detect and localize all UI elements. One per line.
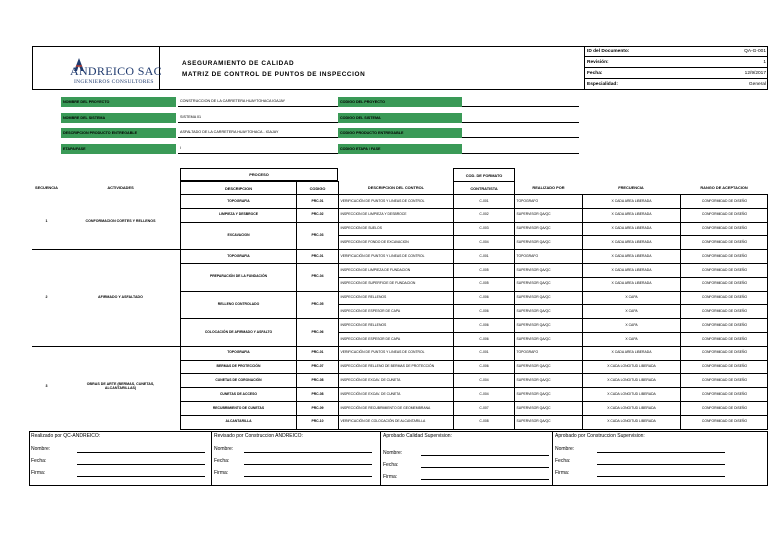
column-header-row — [32, 181, 768, 194]
meta-value-doc-id: QA-G-001 — [744, 49, 766, 54]
format-code: C-007 — [453, 401, 515, 415]
format-code: C-003 — [453, 222, 515, 236]
control-description: INSPECCION DE SUELOS — [338, 222, 453, 236]
signature-date-label: Fecha: — [31, 458, 47, 464]
control-description: INSPECCION DE ESPESOR DE CAPA — [338, 304, 453, 318]
signature-sign-line[interactable] — [597, 476, 725, 477]
process-code: PRC-01 — [296, 346, 338, 360]
signature-name-line[interactable] — [597, 452, 725, 453]
project-name-value: CONSTRUCCION DE LA CARRETERA HUAYTOHACA IGAJAY — [178, 96, 338, 107]
signature-name-label: Nombre: — [555, 446, 575, 452]
rango-aceptacion: CONFORMIDAD DE DISEÑO — [680, 194, 768, 208]
process-code: PRC-01 — [296, 194, 338, 208]
frecuencia: X CAPA — [582, 291, 680, 305]
frecuencia: X CADA AREA LIBERADA — [582, 263, 680, 277]
signature-block-calidad — [381, 431, 553, 486]
realizado-por: SUPERVISOR QA/QC — [515, 401, 582, 415]
signature-name-label: Nombre: — [383, 450, 403, 456]
process-code: PRC-09 — [296, 401, 338, 415]
control-description: INSPECCIÓN DE EXCAV. DE CUNETA — [338, 373, 453, 387]
format-code: C-001 — [453, 346, 515, 360]
rango-aceptacion: CONFORMIDAD DE DISEÑO — [680, 277, 768, 291]
frecuencia: X CADA LONGITUD LIBERADA — [582, 373, 680, 387]
section-sequence: 2 — [45, 294, 48, 299]
rango-aceptacion: CONFORMIDAD DE DISEÑO — [680, 291, 768, 305]
format-code: C-005 — [453, 263, 515, 277]
process-description: TOPOGRAFIA — [180, 194, 296, 208]
section-activity: AFIRMADO Y ASFALTADO — [98, 294, 143, 299]
signature-title: Revisado por Construccion ANDREICO: — [214, 433, 303, 439]
signature-sign-label: Firma: — [31, 470, 46, 476]
column-header-secuencia: SECUENCIA — [35, 185, 58, 190]
process-description: TOPOGRAFIA — [180, 346, 296, 360]
realizado-por: SUPERVISOR QA/QC — [515, 318, 582, 332]
rango-aceptacion: CONFORMIDAD DE DISEÑO — [680, 235, 768, 249]
signature-date-line[interactable] — [244, 464, 372, 465]
rango-aceptacion: CONFORMIDAD DE DISEÑO — [680, 222, 768, 236]
format-code: C-006 — [453, 360, 515, 374]
signature-sign-label: Firma: — [383, 474, 398, 480]
format-code: C-005 — [453, 277, 515, 291]
control-description: INSPECCION DE RELLENOS — [338, 291, 453, 305]
rango-aceptacion: CONFORMIDAD DE DISEÑO — [680, 304, 768, 318]
process-description: RECUBRIMIENTO DE CUNETAS — [180, 401, 296, 415]
column-header-frecuencia: FRECUENCIA — [618, 185, 644, 190]
frecuencia: X CADA LONGITUD LIBERADA — [582, 415, 680, 429]
signature-date-line[interactable] — [597, 464, 725, 465]
rango-aceptacion: CONFORMIDAD DE DISEÑO — [680, 346, 768, 360]
proceso-group-header: PROCESO — [180, 168, 338, 181]
realizado-por: SUPERVISOR QA/QC — [515, 235, 582, 249]
signature-date-label: Fecha: — [383, 462, 399, 468]
project-name-label: NOMBRE DEL PROYECTO — [61, 97, 176, 107]
process-description: PREPARACIÓN DE LA FUNDACIÓN — [180, 263, 296, 291]
process-description: EXCAVACION — [180, 222, 296, 250]
signature-block-construccion — [212, 431, 381, 486]
realizado-por: SUPERVISOR QA/QC — [515, 415, 582, 429]
meta-value-revision: 1 — [763, 60, 766, 65]
frecuencia: X CAPA — [582, 332, 680, 346]
control-description: INSPECCION DE LIMPIEZA DE FUNDACION — [338, 263, 453, 277]
signature-sign-label: Firma: — [555, 470, 570, 476]
process-description: RELLENO CONTROLADO — [180, 291, 296, 319]
format-code: C-006 — [453, 332, 515, 346]
realizado-por: SUPERVISOR QA/QC — [515, 222, 582, 236]
system-name-label: NOMBRE DEL SISTEMA — [61, 113, 176, 123]
deliverable-desc-label: DESCRIPCION PRODUCTO ENTREGABLE — [61, 128, 176, 138]
realizado-por: SUPERVISOR QA/QC — [515, 360, 582, 374]
system-name-value: SISTEMA 01 — [178, 112, 338, 123]
process-code: PRC-06 — [296, 318, 338, 346]
signature-title: Aprobado Calidad Supervision: — [383, 433, 452, 439]
project-code-label: CODIGO DEL PROYECTO — [338, 97, 462, 107]
rango-aceptacion: CONFORMIDAD DE DISEÑO — [680, 318, 768, 332]
project-code-value — [462, 96, 579, 107]
signature-name-line[interactable] — [421, 455, 549, 456]
column-header-codigo: CODIGO — [296, 181, 338, 194]
control-description: VERIFICACIÓN DE PUNTOS Y LINEAS DE CONTROL — [338, 249, 453, 263]
rango-aceptacion: CONFORMIDAD DE DISEÑO — [680, 387, 768, 401]
frecuencia: X CADA LONGITUD LIBERADA — [582, 401, 680, 415]
control-table-body — [32, 194, 768, 429]
table-bottom-border — [180, 429, 768, 430]
deliverable-code-label: CODIGO PRODUCTO ENTREGABLE — [338, 128, 462, 138]
signature-date-label: Fecha: — [214, 458, 230, 464]
signature-date-line[interactable] — [421, 467, 549, 468]
signature-name-label: Nombre: — [31, 446, 51, 452]
control-description: VERIFICACIÓN DE PUNTOS Y LINEAS DE CONTROL — [338, 194, 453, 208]
frecuencia: X CADA LONGITUD LIBERADA — [582, 387, 680, 401]
process-code: PRC-10 — [296, 415, 338, 429]
signature-date-label: Fecha: — [555, 458, 571, 464]
process-code: PRC-07 — [296, 360, 338, 374]
rango-aceptacion: CONFORMIDAD DE DISEÑO — [680, 373, 768, 387]
process-description: TOPOGRAFIA — [180, 249, 296, 263]
control-description: INSPECCIÓN DE EXCAV. DE CUNETA — [338, 387, 453, 401]
stage-code-label: CODIGO ETAPA / FASE — [338, 144, 462, 154]
process-description: BERMAS DE PROTECCIÓN — [180, 360, 296, 374]
format-code: C-001 — [453, 249, 515, 263]
meta-divider — [584, 56, 768, 57]
logo-subtitle: INGENIEROS CONSULTORES — [74, 79, 154, 85]
signature-title: Aprobado por Construccion Supervision: — [555, 433, 645, 439]
section-activity: OBRAS DE ARTE (BERMAS, CUNETAS, ALCANTARILLAS) — [86, 382, 155, 391]
meta-divider — [584, 78, 768, 79]
format-code: C-002 — [453, 208, 515, 222]
frecuencia: X CADA LONGITUD LIBERADA — [582, 360, 680, 374]
signature-block-supervision — [553, 431, 768, 486]
section-activity: CONFORMACION CORTES Y RELLENOS — [85, 218, 156, 223]
frecuencia: X CADA AREA LIBERADA — [582, 249, 680, 263]
control-description: VERIFICACIÓN DE PUNTOS Y LINEAS DE CONTROL — [338, 346, 453, 360]
realizado-por: TOPOGRAFO — [515, 346, 582, 360]
realizado-por: TOPOGRAFO — [515, 194, 582, 208]
format-code: C-004 — [453, 373, 515, 387]
meta-value-specialty: General — [748, 82, 766, 87]
column-header-actividades: ACTIVIDADES — [107, 185, 134, 190]
control-description: INSPECCION DE SUPERFICIE DE FUNDACION — [338, 277, 453, 291]
process-description: COLOCACIÓN DE AFIRMADO Y ASFALTO — [180, 318, 296, 346]
section-divider — [32, 346, 180, 347]
meta-label-revision: Revisión: — [587, 60, 609, 65]
column-header-descripcion: DESCRIPCION — [180, 181, 296, 194]
control-description: INSPECCION DE FONDO DE EXCAVACION — [338, 235, 453, 249]
realizado-por: SUPERVISOR QA/QC — [515, 304, 582, 318]
signature-block-qc — [29, 431, 212, 486]
meta-value-date: 12/9/2017 — [744, 71, 766, 76]
rango-aceptacion: CONFORMIDAD DE DISEÑO — [680, 401, 768, 415]
signature-date-line[interactable] — [77, 464, 205, 465]
rango-aceptacion: CONFORMIDAD DE DISEÑO — [680, 249, 768, 263]
section-divider — [32, 249, 180, 250]
signature-name-label: Nombre: — [214, 446, 234, 452]
signature-sign-line[interactable] — [421, 479, 549, 480]
control-description: INSPECCION DE LIMPIEZA Y DESBROCE — [338, 208, 453, 222]
frecuencia: X CADA AREA LIBERADA — [582, 277, 680, 291]
control-description: VERIFICACIÓN DE COLOCACIÓN DE ALCANTARILLA — [338, 415, 453, 429]
realizado-por: SUPERVISOR QA/QC — [515, 277, 582, 291]
deliverable-code-value — [462, 127, 579, 138]
realizado-por: SUPERVISOR QA/QC — [515, 387, 582, 401]
column-header-contratista: CONTRATISTA — [453, 181, 515, 194]
format-code: C-006 — [453, 318, 515, 332]
format-code: C-001 — [453, 194, 515, 208]
process-code: PRC-05 — [296, 291, 338, 319]
signature-name-line[interactable] — [77, 452, 205, 453]
frecuencia: X CADA AREA LIBERADA — [582, 194, 680, 208]
rango-aceptacion: CONFORMIDAD DE DISEÑO — [680, 208, 768, 222]
signature-name-line[interactable] — [244, 452, 372, 453]
process-code: PRC-03 — [296, 222, 338, 250]
rango-aceptacion: CONFORMIDAD DE DISEÑO — [680, 360, 768, 374]
control-description: INSPECCIÓN DE RECUBRIMIENTO DE GEOMEMBRANA — [338, 401, 453, 415]
system-code-label: CODIGO DEL SISTEMA — [338, 113, 462, 123]
realizado-por: SUPERVISOR QA/QC — [515, 373, 582, 387]
frecuencia: X CADA AREA LIBERADA — [582, 208, 680, 222]
process-code: PRC-01 — [296, 249, 338, 263]
process-description: LIMPIEZA Y DESBROCE — [180, 208, 296, 222]
realizado-por: SUPERVISOR QA/QC — [515, 263, 582, 277]
meta-label-specialty: Especialidad: — [587, 82, 618, 87]
section-sequence: 1 — [45, 218, 48, 223]
meta-label-date: Fecha: — [587, 71, 603, 76]
system-code-value — [462, 112, 579, 123]
frecuencia: X CADA AREA LIBERADA — [582, 222, 680, 236]
format-code: C-006 — [453, 291, 515, 305]
signature-sign-line[interactable] — [244, 476, 372, 477]
process-description: CUNETAS DE ACCESO — [180, 387, 296, 401]
document-title-line1: ASEGURAMIENTO DE CALIDAD — [182, 60, 295, 67]
signature-sign-line[interactable] — [77, 476, 205, 477]
process-code: PRC-08 — [296, 387, 338, 401]
process-code: PRC-02 — [296, 208, 338, 222]
frecuencia: X CADA AREA LIBERADA — [582, 346, 680, 360]
realizado-por: TOPOGRAFO — [515, 249, 582, 263]
column-header-realizado: REALIZADO POR — [532, 185, 565, 190]
format-code-group-header: COD. DE FORMATO — [453, 168, 515, 181]
meta-label-doc-id: ID del Documento: — [587, 49, 630, 54]
format-code: C-004 — [453, 235, 515, 249]
realizado-por: SUPERVISOR QA/QC — [515, 291, 582, 305]
frecuencia: X CAPA — [582, 304, 680, 318]
rango-aceptacion: CONFORMIDAD DE DISEÑO — [680, 263, 768, 277]
control-description: INSPECCIÓN DE RELLENO DE BERMAS DE PROTECCIÓN — [338, 360, 453, 374]
frecuencia: X CAPA — [582, 318, 680, 332]
process-code: PRC-08 — [296, 373, 338, 387]
signature-sign-label: Firma: — [214, 470, 229, 476]
logo-name: ANDREICO SAC — [70, 64, 162, 78]
format-code: C-004 — [453, 387, 515, 401]
process-description: ALCANTARILLA — [180, 415, 296, 429]
realizado-por: SUPERVISOR QA/QC — [515, 332, 582, 346]
format-code: C-008 — [453, 415, 515, 429]
process-description: CUNETAS DE CORONACIÓN — [180, 373, 296, 387]
control-description: INSPECCION DE ESPESOR DE CAPA — [338, 332, 453, 346]
column-header-rango: RANGO DE ACEPTACION — [700, 185, 748, 190]
deliverable-desc-value: ASFALTADO DE LA CARRETERA HUAYTOHACA - IGAJAY — [178, 127, 338, 138]
meta-divider — [584, 67, 768, 68]
stage-label: ETAPA/FASE — [61, 144, 176, 154]
column-header-control: DESCRIPCION DEL CONTROL — [338, 181, 453, 194]
rango-aceptacion: CONFORMIDAD DE DISEÑO — [680, 415, 768, 429]
process-code: PRC-04 — [296, 263, 338, 291]
stage-value: I — [178, 143, 338, 154]
section-sequence: 3 — [45, 384, 48, 389]
control-description: INSPECCION DE RELLENOS — [338, 318, 453, 332]
stage-code-value — [462, 143, 579, 154]
frecuencia: X CADA AREA LIBERADA — [582, 235, 680, 249]
realizado-por: SUPERVISOR QA/QC — [515, 208, 582, 222]
rango-aceptacion: CONFORMIDAD DE DISEÑO — [680, 332, 768, 346]
document-title-line2: MATRIZ DE CONTROL DE PUNTOS DE INSPECCION — [182, 71, 366, 78]
signature-title: Realizado por QC-ANDREICO: — [31, 433, 101, 439]
format-code: C-006 — [453, 304, 515, 318]
